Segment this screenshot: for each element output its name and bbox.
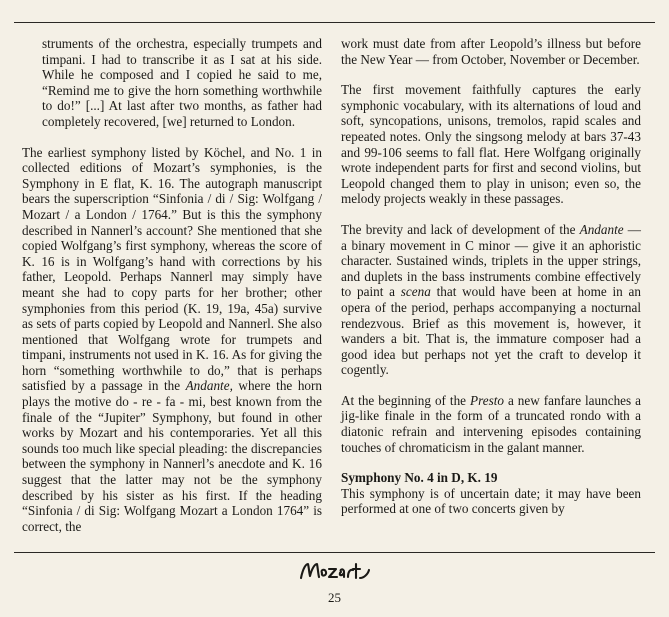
body-paragraph: work must date from after Leopold’s illness but before the New Year — from October, November or December. <box>341 36 641 67</box>
body-paragraph: This symphony is of uncertain date; it may have been performed at one of two concerts given by <box>341 485 641 517</box>
body-paragraph <box>341 222 641 378</box>
text-run: that would have been at home in an opera of the period, perhaps accompanying a nocturnal rendezvous. Brief as this movement is, however, it wanders a bit. That is, the immature composer had a good idea but perhaps not yet the craft to develop it cogently. <box>341 284 641 378</box>
signature-icon <box>298 558 372 584</box>
text-run: — a binary movement in C minor — give it an aphoristic character. Sustained winds, triplets in the upper strings, and duplets in the bass instruments combine effectively to paint a <box>341 221 641 300</box>
bottom-rule <box>14 552 655 553</box>
text-run: At the beginning of the <box>341 392 471 408</box>
quote-paragraph: struments of the orchestra, especially trumpets and timpani. I had to transcribe it as I sat at his side. While he composed and I copied he said to me, “Remind me to give the horn something worthwhile to do!” [...] At last after two months, as father had completely recovered, [we] returned to London. <box>42 36 322 129</box>
text-run: a new fanfare launches a jig-like finale in the form of a truncated rondo with a diatonic refrain and intervening episodes containing touches of chromaticism in the galant manner. <box>341 392 641 455</box>
text-run: The earliest symphony listed by Köchel, and No. 1 in collected editions of Mozart’s symphonies, is the Symphony in E flat, K. 16. The autograph manuscript bears the superscription “Sinfonia / di / Sig: Wolfgang / Mozart / a London / 1764.” But is this the symphony described in Nannerl’s account? She mentioned that she copied Wolfgang’s first symphony, whereas the score of K. 16 is in Wolfgang’s hand with corrections by his father, Leopold. Perhaps Nannerl may simply have meant she had to copy parts for her brother; other symphonies from this period (K. 19, 19a, 45a) survive as sets of parts copied by Leopold and Nannerl. She also mentioned that Wolfgang wrote for trumpets and timpani, instruments not used in K. 16. As for giving the horn “something worthwhile to do,” that is perhaps satisfied by a passage in the <box>22 144 322 394</box>
body-paragraph: The first movement faithfully captures the early symphonic vocabulary, with its alternations of loud and soft, syncopations, unisons, tremolos, rapid scales and repeated notes. Only the singsong melody at bars 37-43 and 99-106 seems to fall flat. Here Wolfgang originally wrote independent parts for first and second violins, but Leopold changed them to play in unison; even so, the melody projects weakly in these passages. <box>341 82 641 207</box>
text-run: where the horn plays the motive do - re - fa - mi, best known from the finale of the “Jupiter” Symphony, but found in other works by Mozart and his contemporaries. Yet all this sounds too much like special pleading: the discrepancies between the symphony in Nannerl’s anecdote and K. 16 suggest that the latter may not be the symphony described by his sister as his first. If the heading “Sinfonia / di Sig: Wolfgang Mozart a London 1764” is correct, the <box>22 378 322 534</box>
left-column <box>22 36 322 549</box>
text-run: The brevity and lack of development of the <box>341 221 580 237</box>
section-heading: Symphony No. 4 in D, K. 19 <box>341 470 498 486</box>
page-number: 25 <box>328 590 341 605</box>
italic-run: Andante <box>579 221 624 237</box>
mozart-signature-logo <box>0 558 669 589</box>
italic-run: Presto <box>470 392 504 408</box>
body-paragraph <box>22 145 322 535</box>
right-column <box>341 36 641 532</box>
top-rule <box>14 22 655 23</box>
body-paragraph <box>341 393 641 455</box>
italic-run: scena <box>400 284 431 300</box>
italic-run: Andante, <box>185 378 233 394</box>
